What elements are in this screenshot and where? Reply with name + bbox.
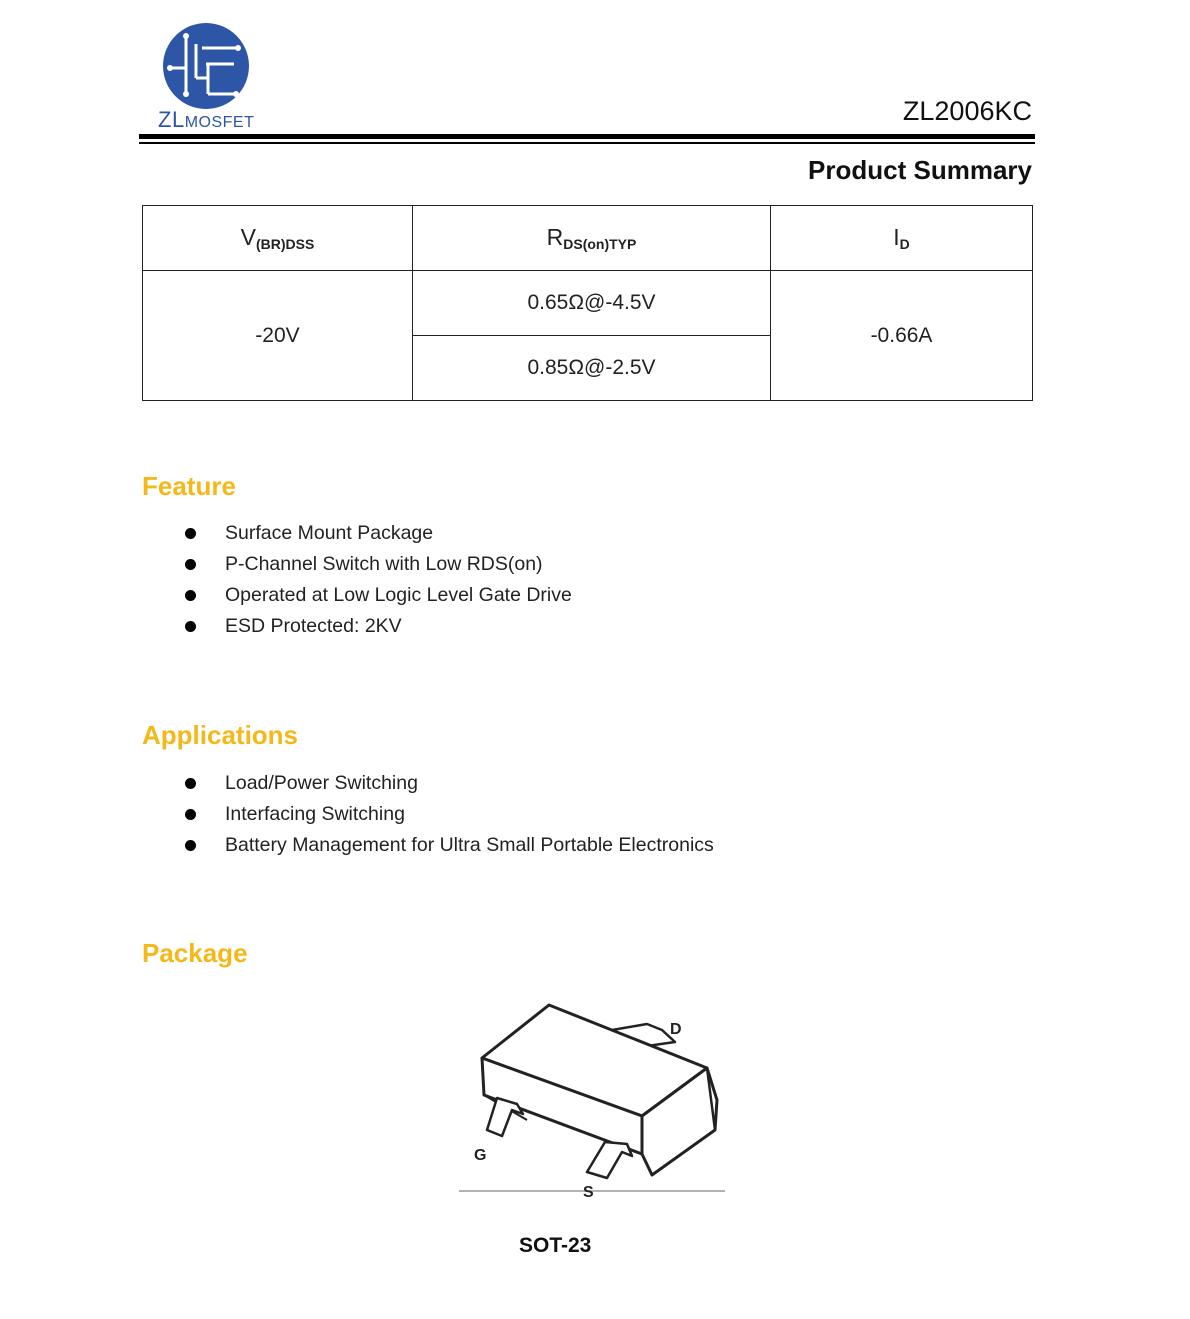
- list-item: Battery Management for Ultra Small Portable Electronics: [185, 830, 714, 861]
- header-rule-thin: [139, 142, 1035, 144]
- header-rdson: [413, 206, 771, 271]
- sot23-package-illustration: [457, 990, 727, 1200]
- feature-list: [185, 518, 572, 642]
- part-number: ZL2006KC: [902, 96, 1032, 126]
- package-caption: SOT-23: [519, 1234, 592, 1257]
- vbrdss-value: -20V: [143, 271, 413, 401]
- header-vbrdss-subscript: (BR)DSS: [256, 236, 315, 252]
- rdson-value-2: 0.85Ω@-2.5V: [413, 336, 771, 401]
- summary-header-row: [143, 206, 1033, 271]
- header-rule-thick: [139, 134, 1035, 139]
- logo-wordmark: [158, 107, 254, 133]
- header-id-subscript: D: [899, 236, 910, 252]
- pin-label-g: G: [474, 1147, 487, 1164]
- applications-list: [185, 768, 714, 861]
- logo-wordmark-main: ZL: [158, 107, 185, 132]
- header-rdson-symbol: R: [546, 224, 564, 250]
- list-item: P-Channel Switch with Low RDS(on): [185, 549, 572, 580]
- rdson-value-1: 0.65Ω@-4.5V: [413, 271, 771, 336]
- header-rdson-subscript: DS(on)TYP: [563, 236, 637, 252]
- pin-label-d: D: [670, 1021, 682, 1038]
- list-item: ESD Protected: 2KV: [185, 611, 572, 642]
- applications-title: Applications: [142, 720, 299, 750]
- product-summary-table: [142, 205, 1033, 401]
- list-item: Load/Power Switching: [185, 768, 714, 799]
- list-item: Surface Mount Package: [185, 518, 572, 549]
- list-item: Interfacing Switching: [185, 799, 714, 830]
- package-title: Package: [142, 938, 248, 968]
- header-id-symbol: I: [893, 224, 900, 250]
- product-summary-title: Product Summary: [808, 155, 1032, 185]
- logo-wordmark-suffix: MOSFET: [184, 114, 255, 131]
- id-value: -0.66A: [771, 271, 1033, 401]
- feature-title: Feature: [142, 471, 236, 501]
- summary-row: [143, 271, 1033, 336]
- header-vbrdss-symbol: V: [240, 224, 256, 250]
- pin-label-s: S: [583, 1184, 594, 1200]
- header-vbrdss: [143, 206, 413, 271]
- header-id: [771, 206, 1033, 271]
- list-item: Operated at Low Logic Level Gate Drive: [185, 580, 572, 611]
